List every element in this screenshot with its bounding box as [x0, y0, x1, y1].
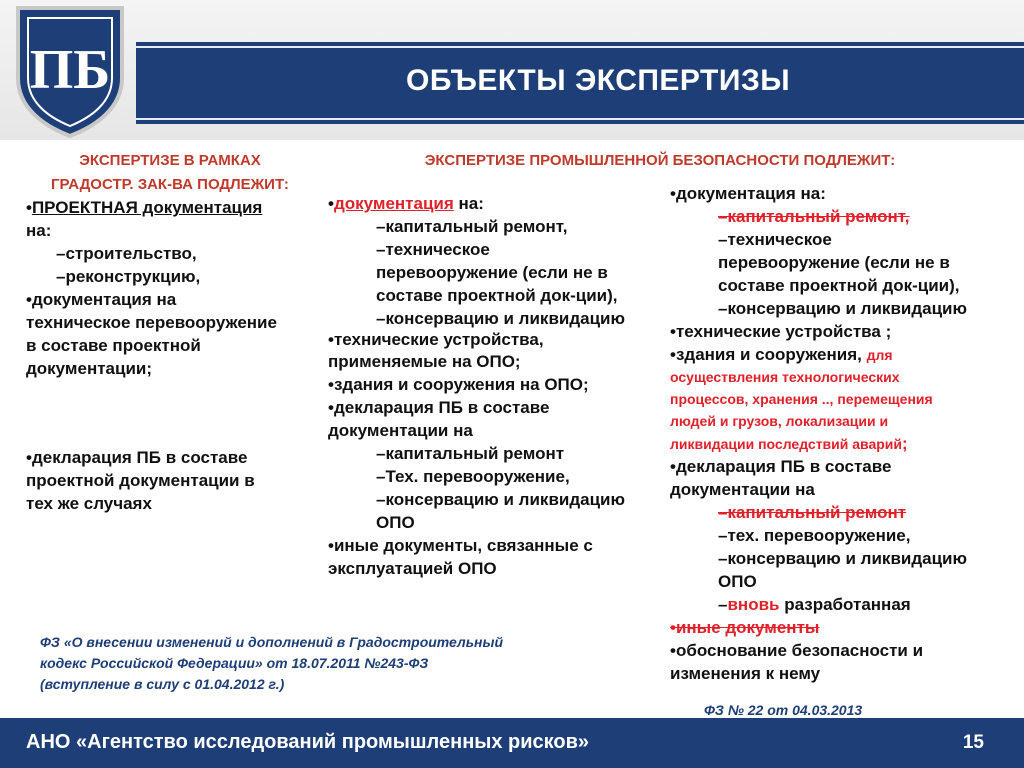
middle-column: •документация на: –капитальный ремонт, –техническое перевооружение (если не в составе проектной док-ции), –консервацию и ликвидацию •технические устройства, применяемые на ОПО; •здания и сооружения на ОПО; •декларация ПБ в составе документации на –капитальный ремонт –Тех. перевооружение, –консервацию и ликвидацию ОПО •иные документы, связанные с эксплуатацией ОПО: [328, 194, 626, 578]
left-column: •ПРОЕКТНАЯ документация на: –строительство, –реконструкцию, •документация на техническое перевооружение в составе проектной документации; •декларация ПБ в составе проектной документации в тех же случаях: [26, 198, 277, 513]
right-header: ЭКСПЕРТИЗЕ ПРОМЫШЛЕННОЙ БЕЗОПАСНОСТИ ПОДЛЕЖИТ:: [424, 152, 896, 169]
page-title: ОБЪЕКТЫ ЭКСПЕРТИЗЫ: [406, 64, 791, 97]
footer-bar: [0, 718, 1024, 768]
left-header: ЭКСПЕРТИЗЕ В РАМКАХ ГРАДОСТР. ЗАК-ВА ПОДЛЕЖИТ:: [51, 152, 289, 193]
right-column: •документация на: –капитальный ремонт, –техническое перевооружение (если не в составе проектной док-ции), –консервацию и ликвидацию •технические устройства ; •здания и сооружения, для осуществления технологических процессов, хранения .., перемещения людей и грузов, локализации и ликвидации последствий аварий; •декларация ПБ в составе документации на –капитальный ремонт –тех. перевооружение, –консервацию и ликвидацию ОПО –вновь разработанная •иные документы •обоснование безопасности и изменения к нему: [670, 184, 968, 683]
law-note-left: ФЗ «О внесении изменений и дополнений в Градостроительный кодекс Российской Федерации» от 18.07.2011 №243-ФЗ (вступление в силу с 01.04.2012 г.): [40, 634, 503, 692]
logo-text: ПБ: [29, 39, 111, 101]
page-number: 15: [962, 732, 984, 753]
footer-org: АНО «Агентство исследований промышленных рисков»: [26, 731, 590, 753]
title-bar: [136, 42, 1024, 124]
law-note-right: ФЗ № 22 от 04.03.2013: [704, 702, 863, 718]
shield-logo: [0, 0, 140, 140]
